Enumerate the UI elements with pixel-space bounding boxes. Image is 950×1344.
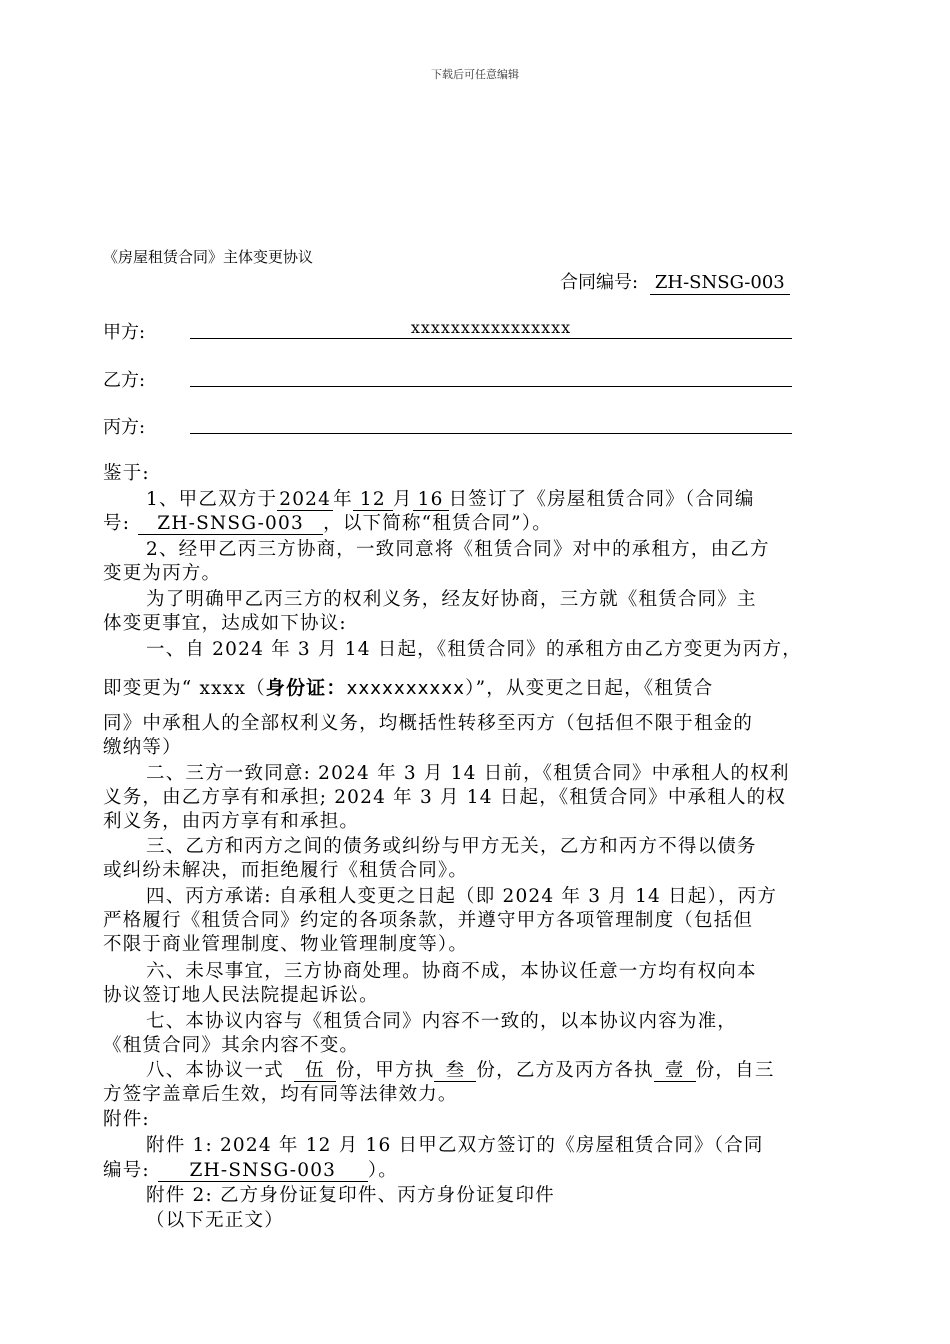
party-a-copies: 叁 xyxy=(434,1060,476,1082)
attachment-contract-no: ZH-SNSG-003 xyxy=(158,1160,368,1182)
clause-4: 四、丙方承诺: 自承租人变更之日起（即 2024 年 3 月 14 日起），丙方 xyxy=(146,886,778,907)
clause-4-line-2: 严格履行《租赁合同》约定的各项条款，并遵守甲方各项管理制度（包括但 xyxy=(103,910,754,931)
party-a-field: xxxxxxxxxxxxxxxx xyxy=(190,318,792,339)
clause-1-suffix: ）”，从变更之日起，《租赁合 xyxy=(465,678,714,699)
clause-8-tail: 份，自三 xyxy=(695,1060,775,1081)
sign-year: 2024 xyxy=(277,489,333,511)
contract-no-prefix: 号: xyxy=(103,513,131,534)
sign-day: 16 xyxy=(413,489,449,511)
header-note: 下载后可任意编辑 xyxy=(431,68,519,81)
attachment-1-line-2 xyxy=(103,1156,398,1182)
clause-4-line-3: 不限于商业管理制度、物业管理制度等）。 xyxy=(103,934,469,955)
attachment-contract-no-prefix: 编号: xyxy=(103,1160,150,1181)
clause-6: 六、未尽事宜，三方协商处理。协商不成，本协议任意一方均有权向本 xyxy=(146,961,757,982)
clause-1-prefix: 即变更为“ xxxx（ xyxy=(103,678,266,699)
sign-month: 12 xyxy=(353,489,393,511)
preamble: 为了明确甲乙丙三方的权利义务，经友好协商，三方就《租赁合同》主 xyxy=(146,589,757,610)
total-copies: 伍 xyxy=(294,1060,336,1082)
id-card-label: 身份证： xyxy=(265,677,347,699)
recital-contract-no: ZH-SNSG-003 xyxy=(138,513,323,535)
clause-8-party-a: 份，甲方执 xyxy=(335,1060,435,1081)
clause-1: 一、自 2024 年 3 月 14 日起，《租赁合同》的承租方由乙方变更为丙方， xyxy=(146,639,802,660)
party-c-label: 丙方: xyxy=(103,417,146,438)
clause-2-line-3: 利义务，由丙方享有和承担。 xyxy=(103,811,360,832)
attachment-2: 附件 2: 乙方身份证复印件、丙方身份证复印件 xyxy=(146,1185,555,1206)
contract-number-label: 合同编号: xyxy=(560,272,639,293)
recital-2-cont: 变更为丙方。 xyxy=(103,563,222,584)
clause-1-line-2 xyxy=(103,673,713,700)
clause-8 xyxy=(146,1056,775,1082)
attachments-heading: 附件: xyxy=(103,1109,150,1130)
recital-1-tail: ，以下简称“租赁合同”）。 xyxy=(323,513,552,534)
attachment-1-tail: ）。 xyxy=(367,1160,398,1181)
id-card-value: xxxxxxxxxx xyxy=(346,678,466,699)
clause-6-line-2: 协议签订地人民法院提起诉讼。 xyxy=(103,985,379,1006)
recital-1-cont xyxy=(103,509,552,535)
contract-number xyxy=(560,268,790,295)
clause-8-line-2: 方签字盖章后生效，均有同等法律效力。 xyxy=(103,1084,458,1105)
document-title: 《房屋租赁合同》主体变更协议 xyxy=(103,248,314,266)
whereas-heading: 鉴于: xyxy=(103,463,150,484)
recital-1-rest: 日签订了《房屋租赁合同》（合同编 xyxy=(448,489,755,510)
clause-3: 三、乙方和丙方之间的债务或纠纷与甲方无关，乙方和丙方不得以债务 xyxy=(146,836,757,857)
clause-7: 七、本协议内容与《租赁合同》内容不一致的，以本协议内容为准， xyxy=(146,1011,738,1032)
recital-1-month-unit: 月 xyxy=(392,489,413,510)
contract-number-value: ZH-SNSG-003 xyxy=(650,273,790,295)
attachment-1: 附件 1: 2024 年 12 月 16 日甲乙双方签订的《房屋租赁合同》（合同 xyxy=(146,1135,764,1156)
clause-8-text: 八、本协议一式 xyxy=(146,1060,284,1081)
recital-1 xyxy=(146,485,755,511)
clause-3-line-2: 或纠纷未解决，而拒绝履行《租赁合同》。 xyxy=(103,860,469,881)
party-c-field xyxy=(190,413,792,434)
clause-8-party-bc: 份，乙方及丙方各执 xyxy=(476,1060,654,1081)
clause-1-line-4: 缴纳等） xyxy=(103,737,182,758)
recital-1-year-unit: 年 xyxy=(333,489,353,510)
recital-1-text: 1、甲乙双方于 xyxy=(146,489,278,510)
party-b-label: 乙方: xyxy=(103,370,146,391)
clause-2: 二、三方一致同意: 2024 年 3 月 14 日前，《租赁合同》中承租人的权利 xyxy=(146,763,790,784)
preamble-cont: 体变更事宜，达成如下协议: xyxy=(103,613,347,634)
end-of-text-note: （以下无正文） xyxy=(146,1210,284,1231)
clause-7-line-2: 《租赁合同》其余内容不变。 xyxy=(103,1035,360,1056)
party-a-label: 甲方: xyxy=(103,322,146,343)
clause-1-line-3: 同》中承租人的全部权利义务，均概括性转移至丙方（包括但不限于租金的 xyxy=(103,713,754,734)
clause-2-line-2: 义务，由乙方享有和承担; 2024 年 3 月 14 日起，《租赁合同》中承租人的权 xyxy=(103,787,787,808)
recital-2: 2、经甲乙丙三方协商，一致同意将《租赁合同》对中的承租方，由乙方 xyxy=(146,539,770,560)
party-b-field xyxy=(190,366,792,387)
party-bc-copies: 壹 xyxy=(654,1060,696,1082)
